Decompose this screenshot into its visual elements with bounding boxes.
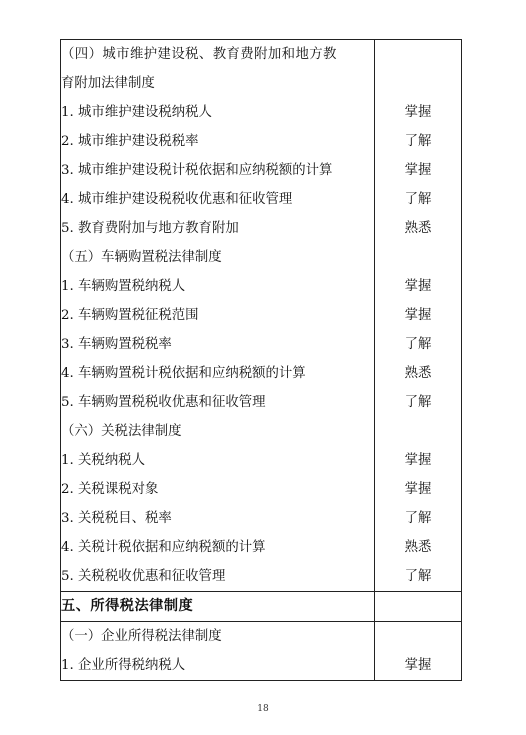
item-text: 4. 车辆购置税计税依据和应纳税额的计算 bbox=[61, 366, 306, 381]
mastery-level: 掌握 bbox=[404, 482, 432, 497]
item-text: 3. 车辆购置税税率 bbox=[61, 337, 172, 352]
content-cell bbox=[61, 592, 375, 622]
item-text: 3. 城市维护建设税计税依据和应纳税额的计算 bbox=[61, 163, 333, 178]
mastery-level: 了解 bbox=[404, 511, 432, 526]
mastery-level: 掌握 bbox=[404, 658, 432, 673]
mastery-level: 掌握 bbox=[404, 105, 432, 120]
item-text: 1. 关税纳税人 bbox=[61, 453, 145, 468]
content-cell bbox=[61, 622, 375, 681]
mastery-level bbox=[375, 622, 461, 651]
mastery-level bbox=[375, 243, 461, 272]
mastery-level: 掌握 bbox=[404, 279, 432, 294]
item-text: 3. 关税税目、税率 bbox=[61, 511, 172, 526]
mastery-level: 熟悉 bbox=[404, 221, 432, 236]
item-text: 5. 教育费附加与地方教育附加 bbox=[61, 221, 239, 236]
table-row bbox=[61, 592, 462, 622]
page-number: 18 bbox=[257, 704, 269, 714]
item-text: 4. 城市维护建设税税收优惠和征收管理 bbox=[61, 192, 293, 207]
level-lines bbox=[375, 622, 461, 680]
content-lines bbox=[61, 40, 374, 591]
level-lines bbox=[375, 40, 461, 591]
mastery-level: 掌握 bbox=[404, 308, 432, 323]
level-cell bbox=[375, 592, 462, 622]
item-text: （四）城市维护建设税、教育费附加和地方教 bbox=[61, 47, 337, 62]
item-text: 2. 关税课税对象 bbox=[61, 482, 159, 497]
item-text: 5. 关税税收优惠和征收管理 bbox=[61, 569, 226, 584]
mastery-level: 了解 bbox=[404, 569, 432, 584]
item-text: 1. 企业所得税纳税人 bbox=[61, 658, 186, 673]
item-text: 育附加法律制度 bbox=[61, 76, 155, 91]
mastery-level: 熟悉 bbox=[404, 366, 432, 381]
mastery-level: 熟悉 bbox=[404, 540, 432, 555]
level-cell bbox=[375, 622, 462, 681]
mastery-level: 了解 bbox=[404, 395, 432, 410]
item-text: 4. 关税计税依据和应纳税额的计算 bbox=[61, 540, 266, 555]
mastery-level: 了解 bbox=[404, 337, 432, 352]
mastery-level: 了解 bbox=[404, 192, 432, 207]
level-cell bbox=[375, 40, 462, 592]
item-text: （五）车辆购置税法律制度 bbox=[61, 250, 222, 265]
section-heading: 五、所得税法律制度 bbox=[61, 598, 194, 614]
table-row bbox=[61, 622, 462, 681]
mastery-level bbox=[375, 69, 461, 98]
table-row bbox=[61, 40, 462, 592]
content-lines bbox=[61, 622, 374, 680]
mastery-level bbox=[375, 417, 461, 446]
item-text: （一）企业所得税法律制度 bbox=[61, 629, 222, 644]
mastery-level: 掌握 bbox=[404, 163, 432, 178]
mastery-level: 掌握 bbox=[404, 453, 432, 468]
item-text: （六）关税法律制度 bbox=[61, 424, 182, 439]
item-text: 5. 车辆购置税税收优惠和征收管理 bbox=[61, 395, 266, 410]
content-cell bbox=[61, 40, 375, 592]
mastery-level: 了解 bbox=[404, 134, 432, 149]
syllabus-table bbox=[60, 39, 462, 681]
item-text: 1. 城市维护建设税纳税人 bbox=[61, 105, 212, 120]
item-text: 1. 车辆购置税纳税人 bbox=[61, 279, 186, 294]
mastery-level bbox=[375, 40, 461, 69]
item-text: 2. 车辆购置税征税范围 bbox=[61, 308, 199, 323]
item-text: 2. 城市维护建设税税率 bbox=[61, 134, 199, 149]
